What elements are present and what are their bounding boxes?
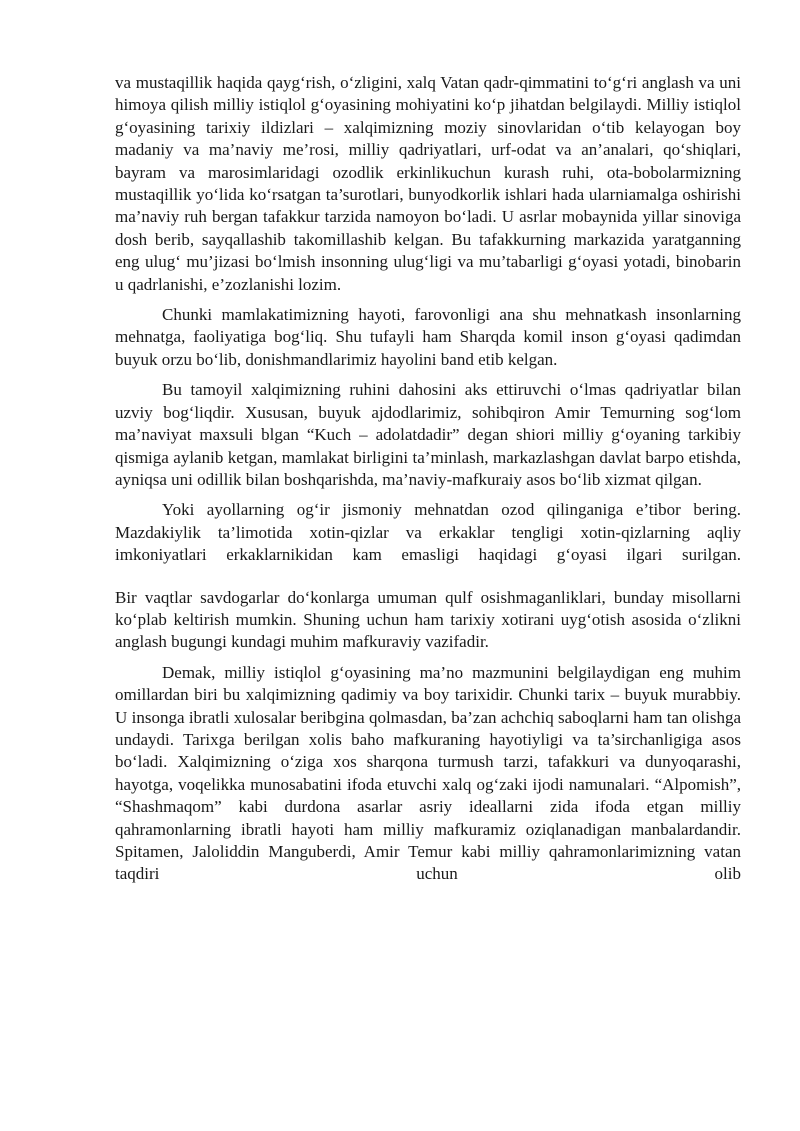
document-page xyxy=(115,72,741,886)
paragraph-4: Yoki ayollarning og‘ir jismoniy mehnatdan ozod qilinganiga e’tibor bering. Mazdakiylik ta’limotida xotin-qizlar va erkaklar tengligi xotin-qizlarning aqliy imkoniyatlari erkaklarnikidan kam emasligi haqidagi g‘oyasi ilgari surilgan. xyxy=(115,500,741,565)
paragraph-3: Bu tamoyil xalqimizning ruhini dahosini aks ettiruvchi o‘lmas qadriyatlar bilan uzviy bog‘liqdir. Xususan, buyuk ajdodlarimiz, sohibqiron Amir Temurning sog‘lom ma’naviyat maxsuli blgan “Kuch – adolatdadir” degan shiori milliy g‘oyaning tarkibiy qismiga aylanib ketgan, mamlakat birligini ta’minlash, markazlashgan davlat barpo etishda, ayniqsa uni odillik bilan boshqarishda, ma’naviy-mafkuraiy asos bo‘lib xizmat qilgan. xyxy=(115,380,741,489)
paragraph-6: Demak, milliy istiqlol g‘oyasining ma’no mazmunini belgilaydigan eng muhim omillardan biri bu xalqimizning qadimiy va boy tarixidir. Chunki tarix – buyuk murabbiy. U insonga ibratli xulosalar beribgina qolmasdan, ba’zan achchiq saboqlarni ham tan olishga undaydi. Tarixga berilgan xolis baho mafkuraning hayotiyligi va ta’sirchanligiga asos bo‘ladi. Xalqimizning o‘ziga xos sharqona turmush tarzi, tafakkuri va dunyoqarashi, hayotga, voqelikka munosabatini ifoda etuvchi xalq og‘zaki ijodi namunalari. “Alpomish”, “Shashmaqom” kabi durdona asarlar asriy ideallarni zida ifoda etgan milliy qahramonlarning ibratli hayoti ham milliy mafkuramiz oziqlanadigan manbalardandir. Spitamen, Jaloliddin Manguberdi, Amir Temur kabi milliy qahramonlarimizning vatan taqdiri uchun olib xyxy=(115,662,741,884)
paragraph-5: Bir vaqtlar savdogarlar do‘konlarga umuman qulf osishmaganliklari, bunday misollarni ko‘plab keltirish mumkin. Shuning uchun ham tarixiy xotirani uyg‘otish asosida o‘zlikni anglash bugungi kundagi muhim mafkuraviy vazifadir. xyxy=(115,587,741,652)
paragraph-2: Chunki mamlakatimizning hayoti, farovonligi ana shu mehnatkash insonlarning mehnatga, faoliyatiga bog‘liq. Shu tufayli ham Sharqda komil inson g‘oyasi qadimdan buyuk orzu bo‘lib, donishmandlarimiz hayolini band etib kelgan. xyxy=(115,305,741,369)
paragraph-1: va mustaqillik haqida qayg‘rish, o‘zligini, xalq Vatan qadr-qimmatini to‘g‘ri anglash va uni himoya qilish milliy istiqlol g‘oyasining mohiyatini ko‘p jihatdan belgilaydi. Milliy istiqlol g‘oyasining tarixiy ildizlari – xalqimizning moziy sinovlaridan o‘tib kelayogan boy madaniy va ma’naviy me’rosi, milliy qadriyatlari, urf-odat va an’analari, qo‘shiqlari, bayram va marosimlaridagi ozodlik erkinlikuchun kurash ruhi, ota-bobolarmizning mustaqillik yo‘lida ko‘rsatgan ta’surotlari, bunyodkorlik ishlari hada ularniamalga oshirishi ma’naviy ruh bergan tafakkur tarzida namoyon bo‘ladi. U asrlar mobaynida yillar sinoviga dosh berib, sayqallashib takomillashib kelgan. Bu tafakkurning markazida yaratganning eng ulug‘ mu’jizasi bo‘lmish insonning ulug‘ligi va mu’tabarligi g‘oyasi yotadi, binobarin u qadrlanishi, e’zozlanishi lozim. xyxy=(115,73,741,294)
